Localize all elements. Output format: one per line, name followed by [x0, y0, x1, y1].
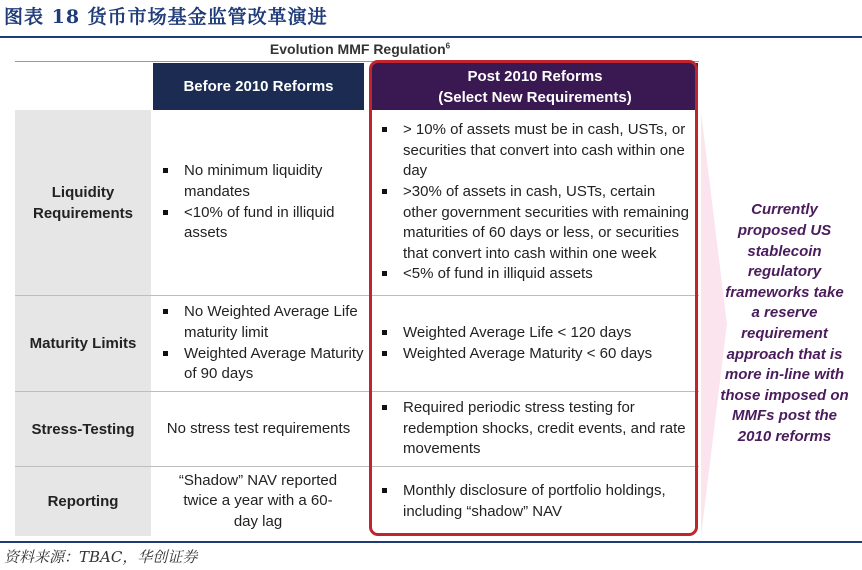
- list-item: <5% of fund in illiquid assets: [377, 264, 693, 285]
- cell-post-reporting: [377, 467, 677, 536]
- cell-before-maturity: [158, 296, 364, 391]
- source-note: 资料来源：TBAC，华创证券: [4, 548, 198, 566]
- cell-before-reporting-text: “Shadow” NAV reported twice a year with a 60-day lag: [178, 471, 338, 530]
- bullet-icon: [163, 168, 168, 173]
- list-item: Weighted Average Maturity < 60 days: [377, 344, 693, 365]
- bullet-icon: [382, 330, 387, 335]
- header-post-2010: [372, 63, 698, 110]
- row-label-liquidity: [15, 110, 151, 295]
- row-label-maturity: Maturity Limits: [15, 296, 151, 391]
- list-item: <10% of fund in illiquid assets: [158, 203, 364, 244]
- footnote-marker: 6: [445, 41, 451, 51]
- bottom-rule: [0, 541, 862, 543]
- bullet-icon: [382, 488, 387, 493]
- list-item: > 10% of assets must be in cash, USTs, or securities that convert into cash within one day: [377, 120, 693, 182]
- bullet-icon: [382, 127, 387, 132]
- bullet-icon: [163, 210, 168, 215]
- bullet-icon: [382, 189, 387, 194]
- header-before-2010: Before 2010 Reforms: [153, 63, 364, 110]
- cell-before-liquidity: [158, 110, 364, 295]
- row-label-stress-testing: Stress-Testing: [15, 392, 151, 466]
- list-item: No Weighted Average Life maturity limit: [158, 302, 364, 343]
- cell-post-stress-testing: [377, 392, 693, 466]
- row-label-liquidity-text: Liquidity Requirements: [32, 183, 134, 222]
- bullet-icon: [382, 271, 387, 276]
- list-item: No minimum liquidity mandates: [158, 161, 364, 202]
- super-title-underline: [15, 61, 699, 62]
- cell-before-reporting: [158, 467, 358, 536]
- sidenote: [712, 112, 857, 536]
- table-super-title-text: Evolution MMF Regulation: [269, 41, 446, 57]
- table-super-title: [240, 41, 480, 57]
- list-item: Weighted Average Life < 120 days: [377, 323, 693, 344]
- header-post-line1: Post 2010 Reforms: [467, 67, 603, 85]
- list-item: >30% of assets in cash, USTs, certain other government securities with remaining maturities of 60 days or less, or securities that convert into cash within one week: [377, 182, 693, 264]
- cell-before-stress-testing-text: No stress test requirements: [166, 419, 351, 437]
- row-label-reporting: Reporting: [15, 467, 151, 536]
- list-item: Required periodic stress testing for redemption shocks, credit events, and rate movements: [377, 398, 693, 460]
- cell-before-stress-testing: [153, 392, 364, 466]
- bullet-icon: [163, 351, 168, 356]
- list-item: Monthly disclosure of portfolio holdings, including “shadow” NAV: [377, 481, 677, 522]
- top-rule: [0, 36, 862, 38]
- bullet-icon: [382, 405, 387, 410]
- sidenote-text: Currently proposed US stablecoin regulatory frameworks take a reserve requirement approach that is more in-line with those imposed on MMFs post the 2010 reforms: [720, 201, 849, 445]
- cell-post-maturity: [377, 296, 693, 391]
- cell-post-liquidity: [377, 110, 693, 295]
- list-item: Weighted Average Maturity of 90 days: [158, 344, 364, 385]
- header-post-line2: (Select New Requirements): [438, 88, 632, 106]
- bullet-icon: [382, 351, 387, 356]
- bullet-icon: [163, 309, 168, 314]
- figure-title: 图表 18 货币市场基金监管改革演进: [4, 6, 328, 28]
